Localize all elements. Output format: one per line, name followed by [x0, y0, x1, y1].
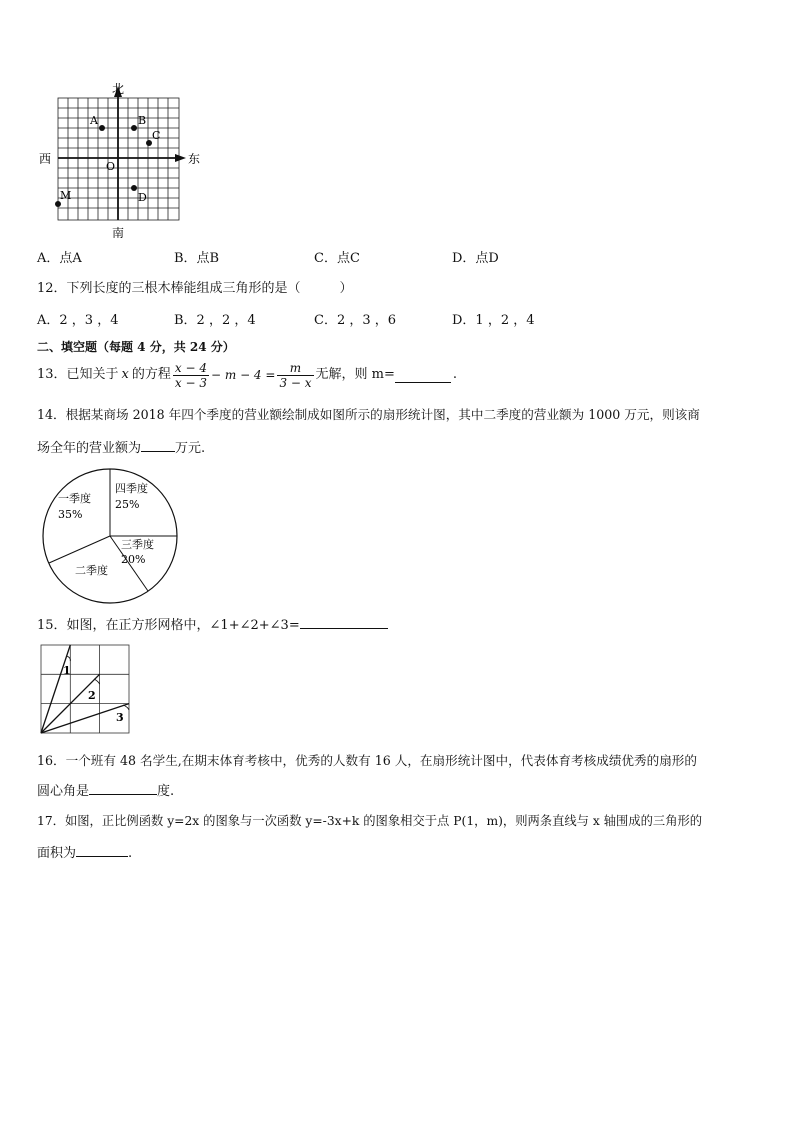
q17-line2-prefix: 面积为: [37, 846, 77, 861]
pie-label-q4-name: 四季度: [115, 482, 148, 495]
pie-label-q2-name: 二季度: [75, 564, 108, 577]
compass-grid-figure: [36, 78, 206, 243]
q11-option-d: D．点D: [452, 251, 499, 266]
point-a-label: A: [90, 114, 98, 127]
q14-line2-suffix: 万元.: [175, 441, 206, 456]
west-label: 西: [39, 152, 52, 166]
q13-end: .: [452, 367, 458, 382]
q13-mid: 的方程: [131, 367, 171, 382]
point-c-label: C: [152, 129, 161, 142]
point-b: [131, 125, 137, 131]
q16-line1: 16．一个班有 48 名学生,在期末体育考核中，优秀的人数有 16 人，在扇形统计图中，代表体育考核成绩优秀的扇形的: [37, 753, 697, 768]
q14-answer-blank[interactable]: [141, 437, 175, 452]
pie-label-q1-pct: 35%: [58, 508, 83, 521]
q13-middle-expr: − m − 4 =: [211, 368, 276, 382]
north-label: 北: [112, 82, 125, 96]
q12-option-b: B．2 ，2 ，4: [174, 313, 256, 328]
angle-grid-figure: [40, 644, 132, 736]
q13-suffix: 无解，则 m=: [315, 367, 395, 382]
q13-fraction-1: [173, 361, 209, 390]
south-label: 南: [112, 226, 125, 240]
q17-line1: 17．如图，正比例函数 y=2x 的图象与一次函数 y=-3x+k 的图象相交于点 P(1，m)，则两条直线与 x 轴围成的三角形的: [37, 814, 703, 828]
q13-frac1-numerator: x − 4: [174, 360, 207, 375]
point-a: [99, 125, 105, 131]
q13-var: x: [121, 367, 129, 382]
angle-arc-2: [94, 679, 100, 684]
q17-answer-blank[interactable]: [76, 842, 128, 857]
q17-line2-suffix: .: [128, 846, 133, 861]
east-arrow: [175, 154, 186, 162]
q16-line2-suffix: 度.: [157, 784, 175, 799]
origin-label: O: [106, 160, 116, 173]
angle-label-3: 3: [116, 711, 124, 724]
q12-stem: 12．下列长度的三根木棒能组成三角形的是（ ）: [37, 281, 353, 296]
q11-option-a: A．点A: [37, 251, 82, 266]
q17-line2: [37, 842, 132, 863]
pie-label-q3-pct: 20%: [121, 553, 146, 566]
q13-answer-blank[interactable]: [395, 368, 451, 383]
point-m-label: M: [60, 189, 72, 202]
q13-frac2-denominator: 3 − x: [279, 375, 312, 390]
q15-stem: 15．如图，在正方形网格中，∠1+∠2+∠3=: [37, 618, 300, 633]
q14-line2: [37, 437, 205, 458]
q11-option-c: C．点C: [314, 251, 360, 266]
east-label: 东: [188, 152, 201, 166]
q14-line2-prefix: 场全年的营业额为: [37, 441, 142, 456]
q13-line: [37, 360, 457, 390]
angle-label-2: 2: [88, 689, 96, 702]
angle-arc-3: [123, 705, 129, 710]
angle-arc-1: [67, 656, 70, 661]
section2-heading: 二、填空题（每题 4 分，共 24 分）: [37, 340, 235, 354]
q13-fraction-2: [277, 361, 313, 390]
quarterly-pie-chart: [38, 468, 182, 604]
q12-option-c: C．2 ，3 ，6: [314, 313, 397, 328]
q13-frac2-numerator: m: [277, 361, 313, 376]
q16-line2-prefix: 圆心角是: [37, 784, 90, 799]
point-d-label: D: [138, 191, 147, 204]
pie-label-q1-name: 一季度: [58, 492, 91, 505]
point-b-label: B: [138, 114, 147, 127]
pie-label-q4-pct: 25%: [115, 498, 140, 511]
q12-option-d: D．1 ，2 ，4: [452, 313, 535, 328]
q16-line2: [37, 780, 174, 801]
q15-line: [37, 614, 388, 635]
point-d: [131, 185, 137, 191]
q13-prefix: 13．已知关于: [37, 367, 119, 382]
pie-label-q3-name: 三季度: [121, 538, 154, 551]
q16-answer-blank[interactable]: [89, 780, 157, 795]
q12-option-a: A．2 ，3 ，4: [37, 313, 119, 328]
angle-label-1: 1: [63, 664, 71, 677]
ray-1: [41, 645, 70, 733]
q13-frac1-denominator: x − 3: [174, 375, 207, 390]
q11-option-b: B．点B: [174, 251, 220, 266]
q14-line1: 14．根据某商场 2018 年四个季度的营业额绘制成如图所示的扇形统计图，其中二季度的营业额为 1000 万元，则该商: [37, 407, 700, 422]
q15-answer-blank[interactable]: [300, 614, 388, 629]
